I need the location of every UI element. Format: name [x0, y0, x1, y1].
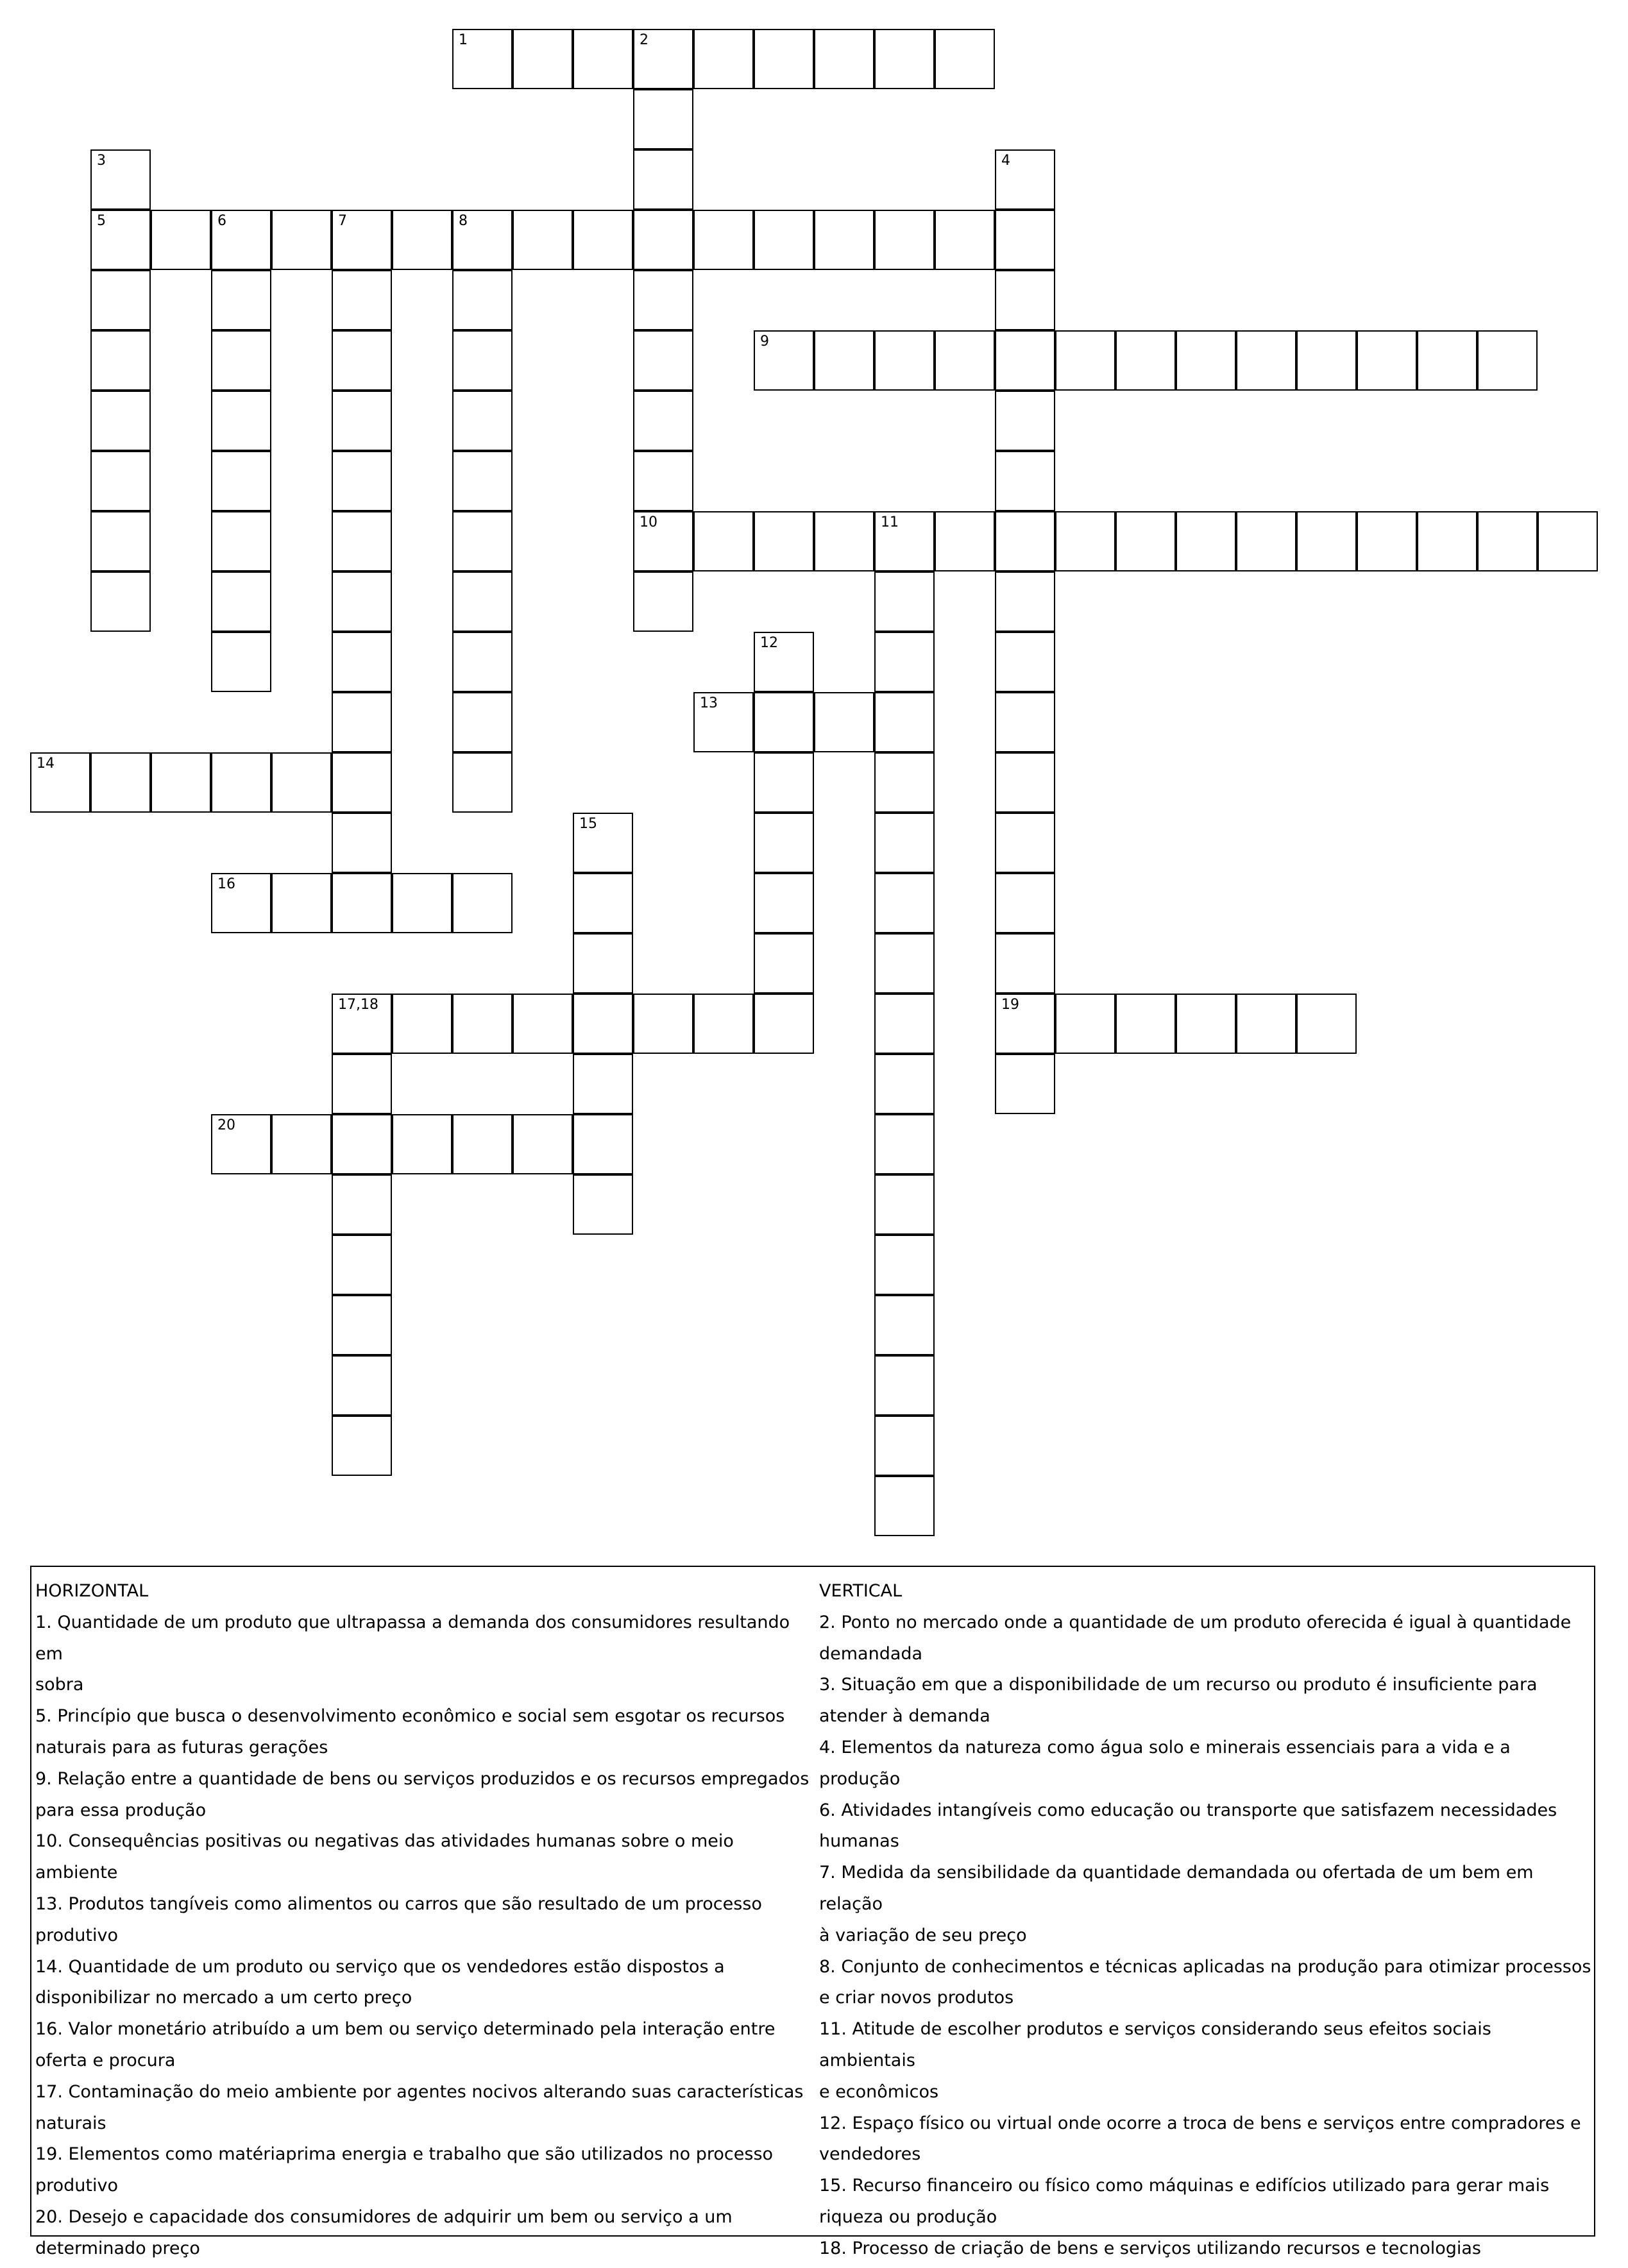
clue-line: 19. Elementos como matériaprima energia e trabalho que são utilizados no processo	[35, 2144, 774, 2165]
crossword-cell[interactable]	[874, 1235, 935, 1295]
crossword-cell[interactable]	[1236, 511, 1296, 571]
crossword-cell[interactable]	[452, 29, 513, 89]
crossword-cell[interactable]	[995, 451, 1055, 511]
crossword-cell[interactable]	[90, 571, 151, 632]
crossword-cell[interactable]	[693, 29, 754, 89]
crossword-cell[interactable]	[211, 511, 271, 571]
crossword-cell[interactable]	[633, 29, 693, 89]
clue-line: e econômicos	[819, 2081, 939, 2102]
clue-line: 18. Processo de criação de bens e serviços utilizando recursos e tecnologias	[819, 2238, 1481, 2258]
crossword-cell[interactable]	[814, 330, 874, 391]
clue-line: riqueza ou produção	[819, 2206, 997, 2227]
crossword-cell[interactable]	[211, 1114, 271, 1174]
crossword-cell[interactable]	[995, 391, 1055, 451]
crossword-cell[interactable]	[573, 813, 633, 873]
crossword-cell[interactable]	[211, 210, 271, 270]
clue-line: 10. Consequências positivas ou negativas das atividades humanas sobre o meio ambiente	[35, 1831, 734, 1883]
crossword-cell[interactable]	[30, 752, 90, 813]
crossword-cell[interactable]	[573, 1174, 633, 1235]
clue-line: atender à demanda	[819, 1706, 990, 1727]
crossword-cell[interactable]	[1055, 330, 1115, 391]
crossword-cell[interactable]	[90, 391, 151, 451]
crossword-cell[interactable]	[874, 210, 935, 270]
clue-line: 7. Medida da sensibilidade da quantidade demandada ou ofertada de um bem em relação	[819, 1863, 1534, 1914]
crossword-cell[interactable]	[633, 511, 693, 571]
crossword-cell[interactable]	[90, 752, 151, 813]
crossword-cell[interactable]	[995, 511, 1055, 571]
crossword-cell[interactable]	[332, 813, 392, 873]
crossword-cell[interactable]	[935, 330, 995, 391]
crossword-cell[interactable]	[633, 210, 693, 270]
crossword-cell[interactable]	[693, 994, 754, 1054]
crossword-cell[interactable]	[995, 873, 1055, 933]
crossword-cell[interactable]	[995, 933, 1055, 994]
crossword-cell[interactable]	[1115, 994, 1176, 1054]
clue-number: 9	[760, 334, 769, 350]
clue-number: 4	[1001, 153, 1010, 169]
crossword-cell[interactable]	[995, 994, 1055, 1054]
crossword-cell[interactable]	[332, 330, 392, 391]
clue-line: para essa produção	[35, 1800, 207, 1820]
crossword-cell[interactable]	[1176, 330, 1236, 391]
crossword-cell[interactable]	[452, 692, 513, 752]
clue-number: 16	[217, 876, 235, 892]
clue-number: 20	[217, 1117, 235, 1133]
crossword-cell[interactable]	[633, 391, 693, 451]
crossword-cell[interactable]	[90, 270, 151, 330]
crossword-cell[interactable]	[754, 873, 814, 933]
crossword-cell[interactable]	[995, 149, 1055, 210]
crossword-cell[interactable]	[874, 511, 935, 571]
crossword-cell[interactable]	[332, 873, 392, 933]
crossword-cell[interactable]	[874, 1416, 935, 1476]
crossword-cell[interactable]	[754, 330, 814, 391]
clue-line: 13. Produtos tangíveis como alimentos ou carros que são resultado de um processo	[35, 1893, 762, 1914]
crossword-cell[interactable]	[693, 511, 754, 571]
horizontal-heading: HORIZONTAL	[35, 1581, 149, 1601]
crossword-cell[interactable]	[332, 1174, 392, 1235]
crossword-cell[interactable]	[874, 632, 935, 692]
crossword-cell[interactable]	[573, 1114, 633, 1174]
clue-line: produtivo	[35, 1925, 119, 1945]
crossword-cell[interactable]	[573, 210, 633, 270]
clue-number: 19	[1001, 997, 1019, 1013]
crossword-cell[interactable]	[995, 210, 1055, 270]
clue-line: 3. Situação em que a disponibilidade de um recurso ou produto é insuficiente para	[819, 1675, 1538, 1695]
crossword-cell[interactable]	[633, 270, 693, 330]
crossword-cell[interactable]	[573, 994, 633, 1054]
crossword-cell[interactable]	[874, 752, 935, 813]
clue-line: 2. Ponto no mercado onde a quantidade de um produto oferecida é igual à quantidade	[819, 1612, 1572, 1632]
crossword-cell[interactable]	[392, 210, 452, 270]
clue-line: 4. Elementos da natureza como água solo e minerais essenciais para a vida e a produção	[819, 1737, 1511, 1789]
clue-number: 10	[640, 514, 657, 530]
clue-line: 11. Atitude de escolher produtos e serviços considerando seus efeitos sociais ambientais	[819, 2019, 1491, 2070]
crossword-cell[interactable]	[90, 330, 151, 391]
crossword-cell[interactable]	[754, 210, 814, 270]
crossword-cell[interactable]	[452, 571, 513, 632]
clue-line: 16. Valor monetário atribuído a um bem ou serviço determinado pela interação entre	[35, 2019, 776, 2040]
crossword-cell[interactable]	[1176, 511, 1236, 571]
crossword-cell[interactable]	[332, 571, 392, 632]
crossword-cell[interactable]	[995, 692, 1055, 752]
crossword-cell[interactable]	[754, 692, 814, 752]
vertical-heading: VERTICAL	[819, 1581, 903, 1601]
crossword-cell[interactable]	[693, 692, 754, 752]
crossword-cell[interactable]	[754, 994, 814, 1054]
crossword-cell[interactable]	[452, 330, 513, 391]
crossword-cell[interactable]	[271, 210, 332, 270]
crossword-cell[interactable]	[754, 29, 814, 89]
crossword-cell[interactable]	[452, 752, 513, 813]
clue-line: 1. Quantidade de um produto que ultrapassa a demanda dos consumidores resultando em	[35, 1612, 790, 1664]
crossword-cell[interactable]	[754, 933, 814, 994]
crossword-cell[interactable]	[1115, 511, 1176, 571]
crossword-cell[interactable]	[874, 933, 935, 994]
crossword-cell[interactable]	[211, 873, 271, 933]
crossword-cell[interactable]	[573, 933, 633, 994]
crossword-cell[interactable]	[1115, 330, 1176, 391]
crossword-cell[interactable]	[1296, 511, 1357, 571]
crossword-cell[interactable]	[452, 210, 513, 270]
crossword-cell[interactable]	[513, 210, 573, 270]
crossword-cell[interactable]	[211, 391, 271, 451]
crossword-cell[interactable]	[814, 29, 874, 89]
crossword-cell[interactable]	[392, 1114, 452, 1174]
vertical-clue-list	[819, 1607, 1593, 2265]
crossword-cell[interactable]	[271, 873, 332, 933]
crossword-cell[interactable]	[995, 632, 1055, 692]
clue-line: naturais para as futuras gerações	[35, 1737, 328, 1757]
horizontal-clues-column	[35, 1576, 815, 2265]
crossword-cell[interactable]	[633, 451, 693, 511]
crossword-cell[interactable]	[1417, 511, 1477, 571]
crossword-cell[interactable]	[452, 873, 513, 933]
crossword-cell[interactable]	[332, 210, 392, 270]
crossword-cell[interactable]	[332, 692, 392, 752]
clue-line: 5. Princípio que busca o desenvolvimento econômico e social sem esgotar os recursos	[35, 1706, 785, 1727]
crossword-cell[interactable]	[332, 1054, 392, 1114]
crossword-cell[interactable]	[874, 813, 935, 873]
crossword-cell[interactable]	[332, 1355, 392, 1416]
crossword-cell[interactable]	[754, 511, 814, 571]
crossword-cell[interactable]	[573, 29, 633, 89]
crossword-cell[interactable]	[633, 149, 693, 210]
clue-number: 3	[97, 153, 106, 169]
crossword-cell[interactable]	[332, 1235, 392, 1295]
crossword-cell[interactable]	[814, 210, 874, 270]
clue-line: 14. Quantidade de um produto ou serviço que os vendedores estão dispostos a	[35, 1956, 725, 1977]
horizontal-clue-list	[35, 1607, 815, 2265]
clue-line: disponibilizar no mercado a um certo preço	[35, 1988, 412, 2008]
clue-number: 15	[579, 816, 597, 832]
crossword-cell[interactable]	[332, 511, 392, 571]
crossword-cell[interactable]	[754, 752, 814, 813]
crossword-cell[interactable]	[935, 210, 995, 270]
crossword-cell[interactable]	[573, 1054, 633, 1114]
crossword-cell[interactable]	[995, 752, 1055, 813]
crossword-cell[interactable]	[211, 752, 271, 813]
crossword-cell[interactable]	[1176, 994, 1236, 1054]
crossword-cell[interactable]	[151, 210, 211, 270]
clue-number: 13	[700, 695, 718, 711]
crossword-cell[interactable]	[1236, 330, 1296, 391]
crossword-cell[interactable]	[995, 571, 1055, 632]
crossword-cell[interactable]	[392, 873, 452, 933]
crossword-cell[interactable]	[874, 1114, 935, 1174]
crossword-cell[interactable]	[633, 89, 693, 149]
crossword-cell[interactable]	[1477, 511, 1538, 571]
clue-number: 1	[459, 32, 468, 48]
crossword-cell[interactable]	[452, 632, 513, 692]
clue-line: humanas	[819, 1831, 899, 1852]
clue-number: 14	[37, 756, 55, 772]
crossword-cell[interactable]	[874, 994, 935, 1054]
crossword-cell[interactable]	[1417, 330, 1477, 391]
crossword-cell[interactable]	[513, 994, 573, 1054]
crossword-cell[interactable]	[90, 511, 151, 571]
crossword-cell[interactable]	[271, 1114, 332, 1174]
crossword-cell[interactable]	[452, 1114, 513, 1174]
crossword-cell[interactable]	[332, 632, 392, 692]
clue-line: sobra	[35, 1675, 84, 1695]
clue-line: 6. Atividades intangíveis como educação ou transporte que satisfazem necessidades	[819, 1800, 1557, 1820]
crossword-cell[interactable]	[1357, 511, 1417, 571]
clue-line: 17. Contaminação do meio ambiente por agentes nocivos alterando suas características	[35, 2081, 804, 2102]
crossword-cell[interactable]	[452, 391, 513, 451]
crossword-cell[interactable]	[332, 451, 392, 511]
clue-line: à variação de seu preço	[819, 1925, 1027, 1945]
clue-number: 7	[338, 213, 347, 229]
clue-line: demandada	[819, 1643, 923, 1664]
crossword-cell[interactable]	[452, 270, 513, 330]
crossword-cell[interactable]	[874, 1355, 935, 1416]
clue-line: naturais	[35, 2113, 106, 2133]
crossword-cell[interactable]	[814, 692, 874, 752]
clue-number: 17,18	[338, 997, 378, 1013]
clue-line: oferta e procura	[35, 2050, 176, 2070]
crossword-cell[interactable]	[874, 873, 935, 933]
crossword-cell[interactable]	[995, 813, 1055, 873]
clue-line: 9. Relação entre a quantidade de bens ou serviços produzidos e os recursos empregados	[35, 1768, 810, 1789]
crossword-cell[interactable]	[271, 752, 332, 813]
crossword-cell[interactable]	[332, 1416, 392, 1476]
crossword-cell[interactable]	[452, 451, 513, 511]
clue-line: produtivo	[35, 2176, 119, 2196]
crossword-cell[interactable]	[633, 571, 693, 632]
crossword-cell[interactable]	[1296, 994, 1357, 1054]
vertical-clues-column	[819, 1576, 1593, 2265]
crossword-cell[interactable]	[874, 1295, 935, 1355]
crossword-cell[interactable]	[90, 451, 151, 511]
crossword-cell[interactable]	[874, 571, 935, 632]
crossword-cell[interactable]	[1477, 330, 1538, 391]
crossword-cell[interactable]	[513, 1114, 573, 1174]
clue-number: 12	[760, 635, 778, 651]
crossword-cell[interactable]	[211, 571, 271, 632]
crossword-cell[interactable]	[332, 1114, 392, 1174]
clue-number: 2	[640, 32, 649, 48]
crossword-cell[interactable]	[151, 752, 211, 813]
crossword-cell[interactable]	[814, 511, 874, 571]
crossword-cell[interactable]	[874, 330, 935, 391]
crossword-cell[interactable]	[573, 873, 633, 933]
crossword-cell[interactable]	[874, 1054, 935, 1114]
clue-number: 8	[459, 213, 468, 229]
clue-line: 20. Desejo e capacidade dos consumidores de adquirir um bem ou serviço a um	[35, 2206, 733, 2227]
clue-line: 15. Recurso financeiro ou físico como máquinas e edifícios utilizado para gerar mais	[819, 2176, 1550, 2196]
crossword-cell[interactable]	[211, 330, 271, 391]
crossword-cell[interactable]	[935, 511, 995, 571]
crossword-cell[interactable]	[1357, 330, 1417, 391]
crossword-cell[interactable]	[513, 29, 573, 89]
crossword-cell[interactable]	[1296, 330, 1357, 391]
crossword-cell[interactable]	[874, 1174, 935, 1235]
crossword-cell[interactable]	[332, 1295, 392, 1355]
crossword-cell[interactable]	[874, 692, 935, 752]
clue-number: 5	[97, 213, 106, 229]
clue-line: 8. Conjunto de conhecimentos e técnicas aplicadas na produção para otimizar processos	[819, 1956, 1591, 1977]
crossword-cell[interactable]	[874, 29, 935, 89]
crossword-cell[interactable]	[1055, 511, 1115, 571]
crossword-cell[interactable]	[633, 330, 693, 391]
crossword-cell[interactable]	[995, 330, 1055, 391]
clue-number: 6	[217, 213, 226, 229]
crossword-cell[interactable]	[392, 994, 452, 1054]
crossword-cell[interactable]	[693, 210, 754, 270]
crossword-cell[interactable]	[332, 752, 392, 813]
crossword-cell[interactable]	[332, 391, 392, 451]
crossword-cell[interactable]	[754, 813, 814, 873]
crossword-cell[interactable]	[211, 632, 271, 692]
crossword-cell[interactable]	[1538, 511, 1598, 571]
crossword-cell[interactable]	[1055, 994, 1115, 1054]
clue-line: vendedores	[819, 2144, 921, 2165]
clue-line: e criar novos produtos	[819, 1988, 1014, 2008]
crossword-cell[interactable]	[1236, 994, 1296, 1054]
crossword-cell[interactable]	[452, 994, 513, 1054]
crossword-cell[interactable]	[452, 511, 513, 571]
crossword-cell[interactable]	[332, 270, 392, 330]
clue-line: 12. Espaço físico ou virtual onde ocorre a troca de bens e serviços entre compradores e	[819, 2113, 1581, 2133]
crossword-cell[interactable]	[874, 1476, 935, 1536]
crossword-cell[interactable]	[90, 149, 151, 210]
crossword-cell[interactable]	[332, 994, 392, 1054]
clues-box	[30, 1566, 1595, 2258]
clue-line: determinado preço	[35, 2238, 200, 2258]
crossword-cell[interactable]	[935, 29, 995, 89]
clue-number: 11	[881, 514, 899, 530]
crossword-cell[interactable]	[211, 451, 271, 511]
crossword-cell[interactable]	[995, 1054, 1055, 1114]
crossword-cell[interactable]	[211, 270, 271, 330]
crossword-cell[interactable]	[633, 994, 693, 1054]
crossword-cell[interactable]	[995, 270, 1055, 330]
crossword-cell[interactable]	[754, 632, 814, 692]
crossword-cell[interactable]	[90, 210, 151, 270]
